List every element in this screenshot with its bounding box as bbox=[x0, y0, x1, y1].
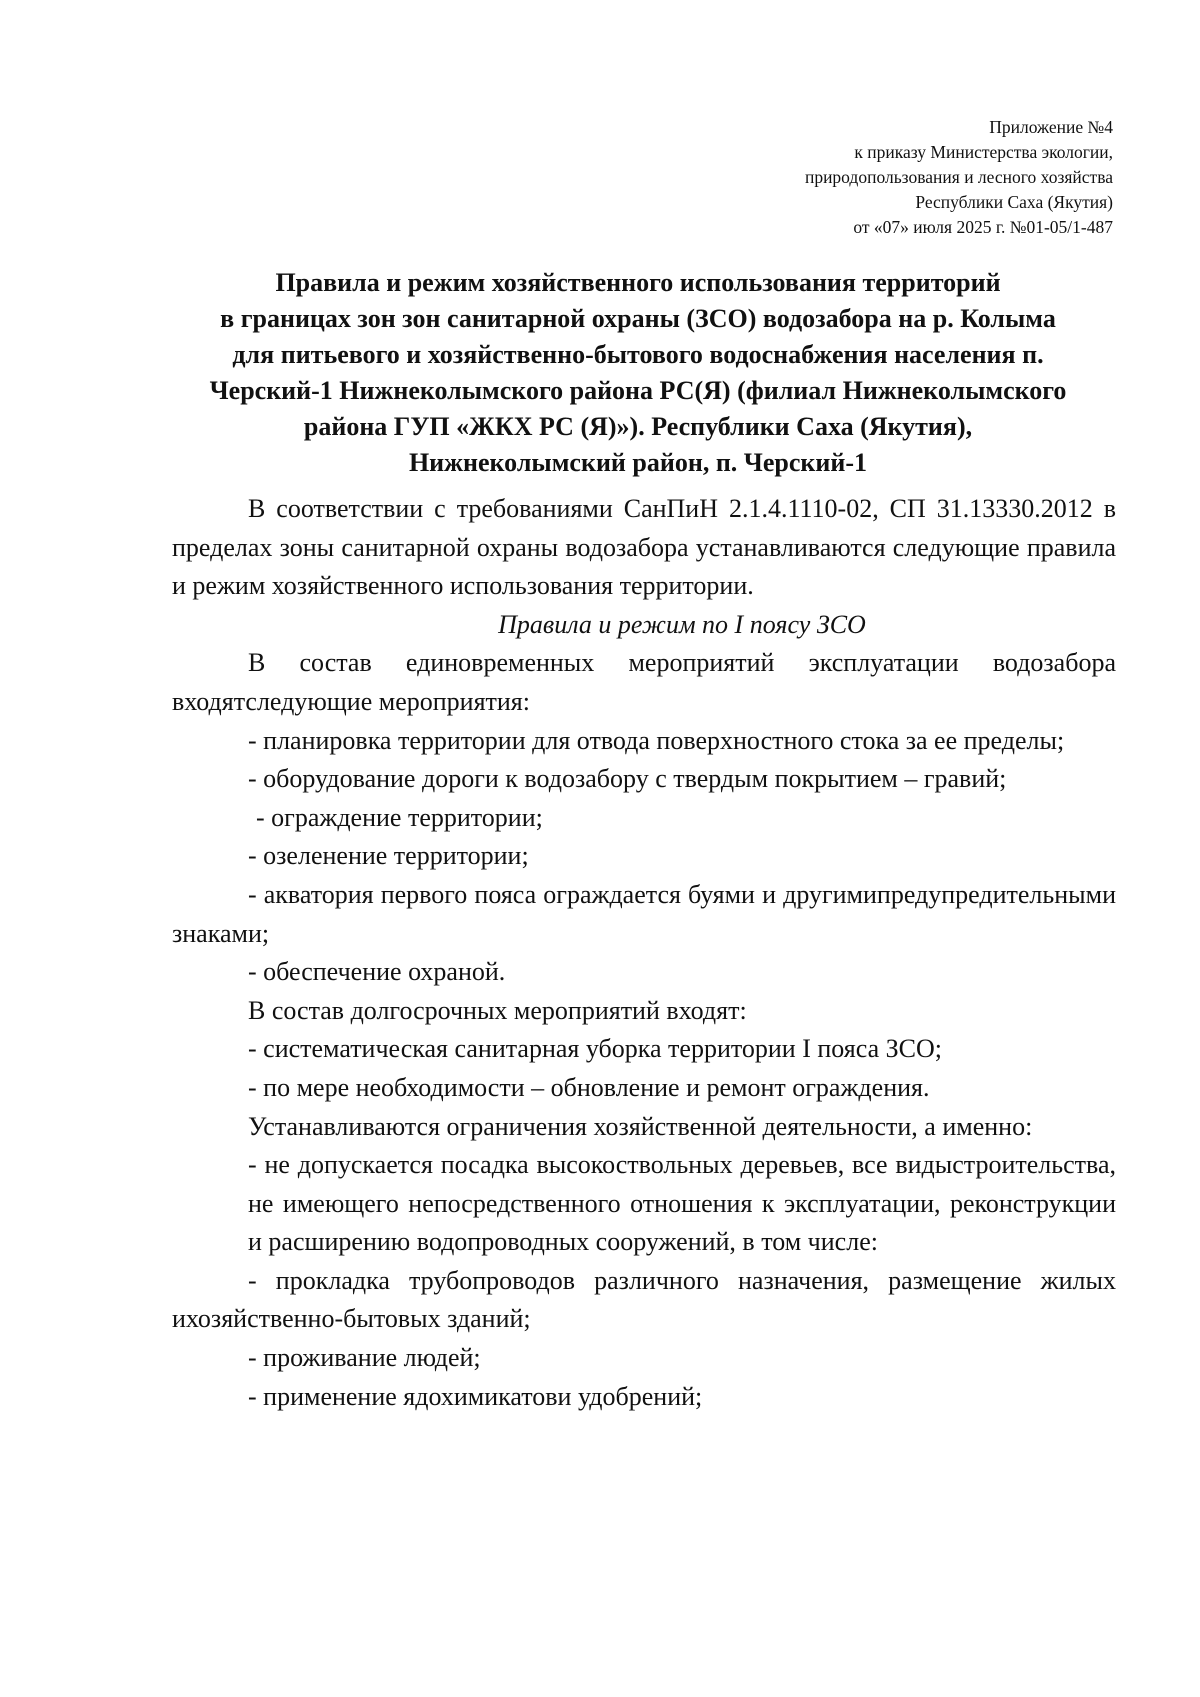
title-line: для питьевого и хозяйственно-бытового водоснабжения населения п. bbox=[232, 340, 1044, 369]
list-item: - проживание людей; bbox=[248, 1343, 481, 1373]
document-body bbox=[172, 490, 1116, 1416]
annex-ministry-line: природопользования и лесного хозяйства bbox=[804, 167, 1113, 187]
list-item: - обеспечение охраной. bbox=[248, 957, 506, 987]
list-item: - по мере необходимости – обновление и ремонт ограждения. bbox=[248, 1072, 930, 1102]
list-item: - прокладка трубопроводов различного назначения, размещение жилых ихозяйственно-бытовых зданий; bbox=[172, 1265, 1116, 1334]
list-item: - озеленение территории; bbox=[248, 841, 529, 871]
title-line: района ГУП «ЖКХ РС (Я)»). Республики Саха (Якутия), bbox=[303, 412, 973, 441]
title-line: Правила и режим хозяйственного использования территорий bbox=[275, 268, 1001, 297]
restrictions-intro: Устанавливаются ограничения хозяйственной деятельности, а именно: bbox=[248, 1111, 1033, 1141]
title-line: Черский-1 Нижнеколымского района РС(Я) (филиал Нижнеколымского bbox=[209, 376, 1067, 405]
list-item: - оборудование дороги к водозабору с твердым покрытием – гравий; bbox=[248, 764, 1007, 794]
annex-number: Приложение №4 bbox=[989, 117, 1113, 137]
list-item: - систематическая санитарная уборка территории I пояса ЗСО; bbox=[248, 1034, 943, 1064]
title-line: в границах зон зон санитарной охраны (ЗСО) водозабора на р. Колыма bbox=[220, 304, 1056, 333]
intro-paragraph: В соответствии с требованиями СанПиН 2.1.4.1110-02, СП 31.13330.2012 в пределах зоны санитарной охраны водозабора устанавливаются следующие правила и режим хозяйственного использования территории. bbox=[172, 494, 1116, 601]
list-item: - ограждение территории; bbox=[256, 802, 543, 832]
annex-header bbox=[553, 115, 1113, 240]
document-title bbox=[160, 265, 1116, 481]
list-item: - акватория первого пояса ограждается буями и другимипредупредительными знаками; bbox=[172, 879, 1116, 948]
annex-date-line: от «07» июля 2025 г. №01-05/1-487 bbox=[853, 217, 1113, 237]
annex-republic-line: Республики Саха (Якутия) bbox=[915, 192, 1113, 212]
section-subheading: Правила и режим по I поясу ЗСО bbox=[498, 609, 866, 639]
title-line: Нижнеколымский район, п. Черский-1 bbox=[408, 448, 868, 477]
restriction-main-item: - не допускается посадка высокоствольных деревьев, все видыстроительства, не имеющего непосредственного отношения к эксплуатации, реконструкции и расширению водопроводных сооружений, в том числе: bbox=[248, 1150, 1116, 1257]
one-time-measures-intro: В состав единовременных мероприятий эксплуатации водозабора входятследующие мероприятия: bbox=[172, 648, 1116, 716]
list-item: - применение ядохимикатови удобрений; bbox=[248, 1381, 703, 1411]
list-item: - планировка территории для отвода поверхностного стока за ее пределы; bbox=[248, 725, 1065, 755]
annex-order-line: к приказу Министерства экологии, bbox=[854, 142, 1113, 162]
long-term-measures-intro: В состав долгосрочных мероприятий входят: bbox=[248, 995, 747, 1025]
